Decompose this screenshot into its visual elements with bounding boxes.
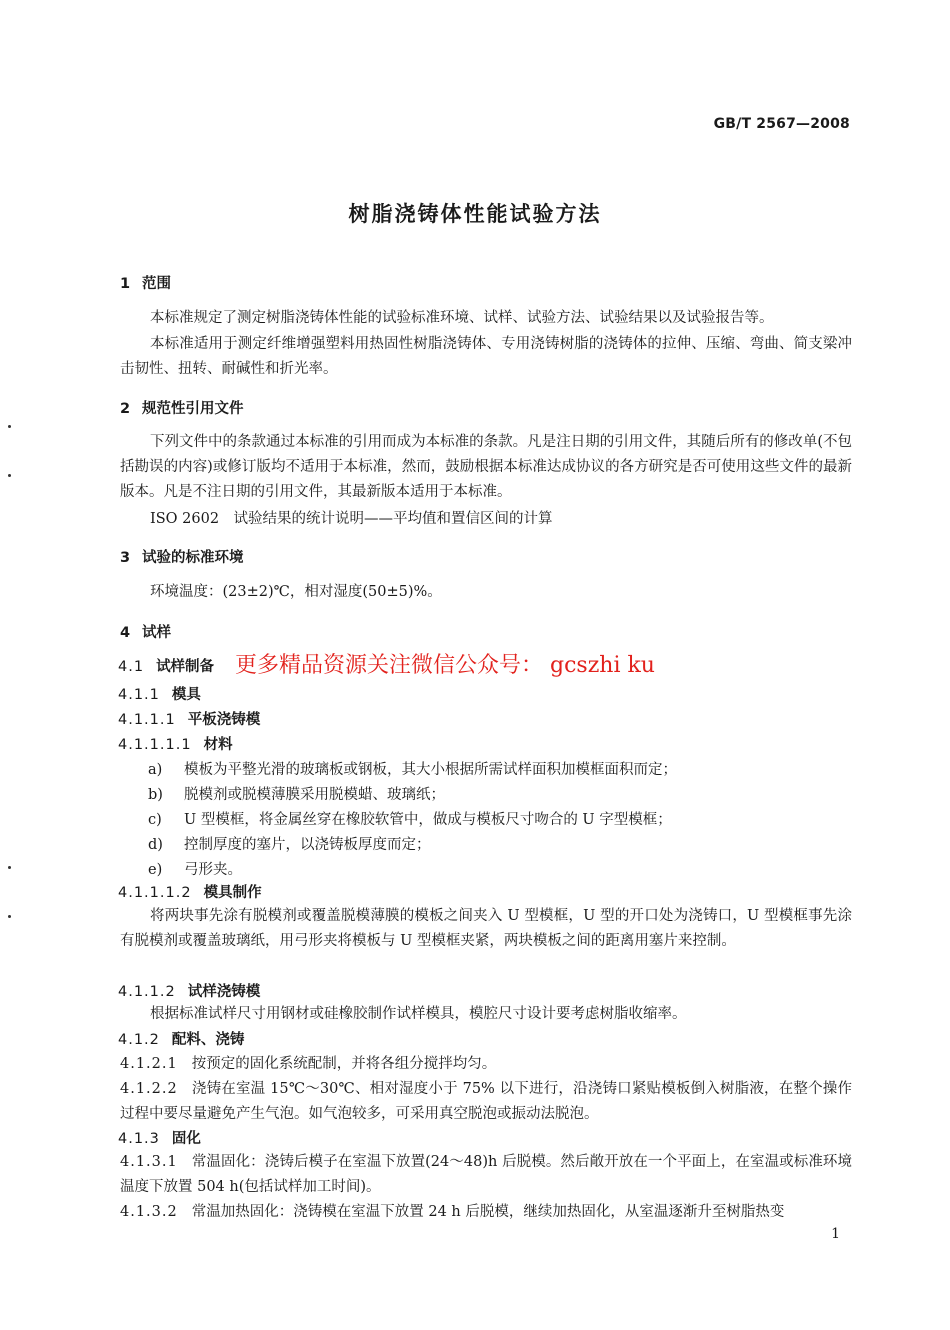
clause-4-1-2-heading [118,1028,244,1049]
paragraph: 下列文件中的条款通过本标准的引用而成为本标准的条款。凡是注日期的引用文件，其随后所有的修改单(不包括勘误的内容)或修订版均不适用于本标准，然而，鼓励根据本标准达成协议的各方研究是否可使用这些文件的最新版本。凡是不注日期的引用文件，其最新版本适用于本标准。 [120,434,852,500]
clause-number: 4.1.2.2 [120,1081,178,1097]
clause-label: 试样制备 [156,659,215,675]
clause-4-1-2-2 [120,1077,852,1127]
section-number: 3 [120,550,131,566]
section-2-heading [120,397,244,418]
paragraph: 本标准适用于测定纤维增强塑料用热固性树脂浇铸体、专用浇铸树脂的浇铸体的拉伸、压缩、弯曲、简支梁冲击韧性、扭转、耐碱性和折光率。 [120,336,852,377]
clause-label: 材料 [203,737,233,753]
scan-mark [8,915,11,918]
clause-label: 固化 [171,1131,201,1147]
clause-4-1-2-1 [120,1052,852,1077]
clause-4-1-1-1-heading [118,708,260,729]
clause-4-1-heading [118,655,214,676]
clause-number: 4.1.1.2 [118,984,176,1000]
page-number: 1 [831,1226,840,1242]
scan-mark [8,474,11,477]
list-item-text: 控制厚度的塞片，以浇铸板厚度而定； [184,837,431,853]
section-number: 2 [120,401,131,417]
scan-mark [8,866,11,869]
clause-4-1-1-2-heading [118,980,260,1001]
watermark-text: 更多精品资源关注微信公众号： gcszhi ku [235,653,655,678]
section-label: 范围 [142,276,171,292]
list-item-text: 脱模剂或脱模薄膜采用脱模蜡、玻璃纸； [184,787,445,803]
section-number: 4 [120,625,131,641]
clause-4-1-1-1-2-heading [118,881,262,902]
list-marker: e) [148,862,163,878]
clause-label: 模具制作 [203,885,262,901]
list-item [148,858,242,879]
list-item [148,808,672,829]
clause-label: 平板浇铸模 [187,712,261,728]
clause-4-1-3-1 [120,1150,852,1200]
clause-number: 4.1.1 [118,687,160,703]
clause-number: 4.1.3.2 [120,1204,178,1220]
clause-number: 4.1.1.1 [118,712,176,728]
section-3-heading [120,546,244,567]
clause-label: 模具 [171,687,201,703]
list-item [148,758,677,779]
paragraph: 将两块事先涂有脱模剂或覆盖脱模薄膜的模板之间夹入 U 型模框，U 型的开口处为浇铸口，U 型模框事先涂有脱模剂或覆盖玻璃纸，用弓形夹将模板与 U 型模框夹紧，两块模板之间的距离用塞片来控制。 [120,908,852,949]
list-item-text: U 型模框，将金属丝穿在橡胶软管中，做成与模板尺寸吻合的 U 字型模框； [184,812,672,828]
paragraph: 环境温度：(23±2)℃，相对湿度(50±5)%。 [150,584,442,600]
list-marker: d) [148,837,163,853]
clause-text: 常温加热固化：浇铸模在室温下放置 24 h 后脱模，继续加热固化，从室温逐渐升至树脂热变 [191,1204,785,1220]
section-label: 规范性引用文件 [142,401,244,417]
section-1-heading [120,272,171,293]
paragraph: 根据标准试样尺寸用钢材或硅橡胶制作试样模具，模腔尺寸设计要考虑树脂收缩率。 [150,1006,687,1022]
list-item [148,833,431,854]
clause-4-1-3-2 [120,1200,852,1225]
normative-reference: ISO 2602 试验结果的统计说明——平均值和置信区间的计算 [150,511,553,527]
clause-text: 常温固化：浇铸后模子在室温下放置(24～48)h 后脱模。然后敞开放在一个平面上，在室温或标准环境温度下放置 504 h(包括试样加工时间)。 [120,1154,852,1195]
clause-label: 配料、浇铸 [171,1032,245,1048]
clause-4-1-1-heading [118,683,201,704]
list-marker: c) [148,812,162,828]
paragraph: 本标准规定了测定树脂浇铸体性能的试验标准环境、试样、试验方法、试验结果以及试验报告等。 [150,310,774,326]
document-title: 树脂浇铸体性能试验方法 [348,202,602,226]
section-label: 试样 [142,625,171,641]
clause-number: 4.1.2.1 [120,1056,178,1072]
section-4-heading [120,621,171,642]
clause-number: 4.1.1.1.2 [118,885,192,901]
section-label: 试验的标准环境 [142,550,244,566]
clause-number: 4.1 [118,659,145,675]
standard-number: GB/T 2567—2008 [713,116,850,132]
clause-text: 浇铸在室温 15℃～30℃、相对湿度小于 75% 以下进行，沿浇铸口紧贴模板倒入树脂液，在整个操作过程中要尽量避免产生气泡。如气泡较多，可采用真空脱泡或振动法脱泡。 [120,1081,852,1122]
clause-text: 按预定的固化系统配制，并将各组分搅拌均匀。 [191,1056,497,1072]
list-marker: b) [148,787,163,803]
list-marker: a) [148,762,163,778]
scan-mark [8,425,11,428]
list-item [148,783,445,804]
list-item-text: 弓形夹。 [184,862,242,878]
clause-4-1-3-heading [118,1127,201,1148]
list-item-text: 模板为平整光滑的玻璃板或钢板，其大小根据所需试样面积加模框面积而定； [184,762,677,778]
clause-label: 试样浇铸模 [187,984,261,1000]
clause-number: 4.1.2 [118,1032,160,1048]
clause-number: 4.1.1.1.1 [118,737,192,753]
section-number: 1 [120,276,131,292]
clause-4-1-1-1-1-heading [118,733,233,754]
clause-number: 4.1.3.1 [120,1154,178,1170]
clause-number: 4.1.3 [118,1131,160,1147]
